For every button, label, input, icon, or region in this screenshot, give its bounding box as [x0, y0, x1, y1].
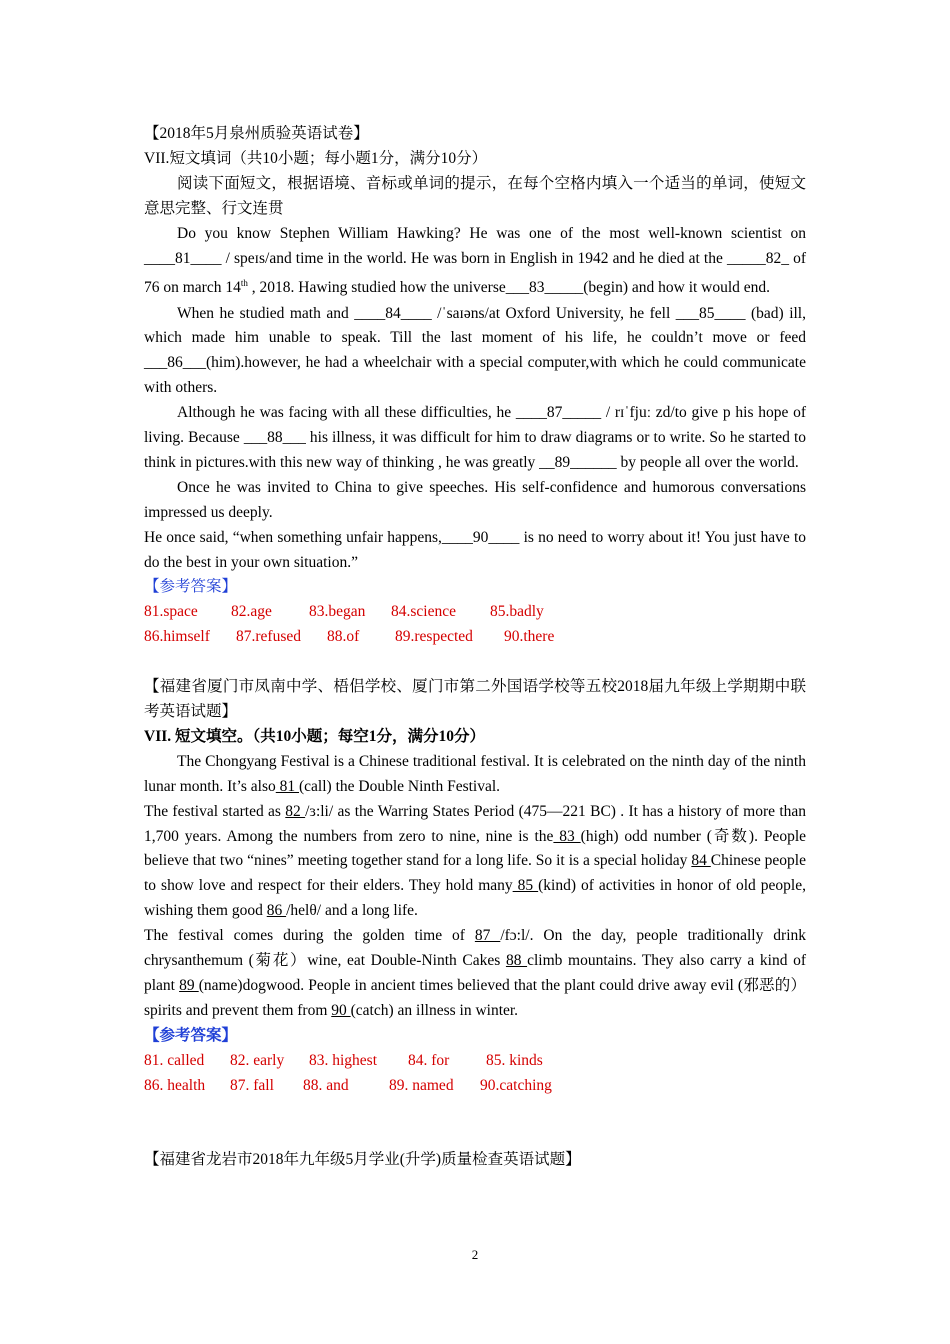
answer-item: 85. kinds	[486, 1051, 543, 1069]
section2-answer-label: 【参考答案】	[144, 1026, 238, 1044]
section2-answers-row-2	[144, 1074, 806, 1099]
answer-item: 89. named	[389, 1076, 454, 1094]
answer-item: 85.badly	[490, 603, 544, 621]
section1-answers-row-2	[144, 625, 806, 650]
section1-paragraph-3: Although he was facing with all these difficulties, he ____87_____ / rɪˈfjuː zd/to give p his hope of living. Because ___88___ his illness, it was difficult for him to draw diagrams or to write. So he started to think in pictures.with this new way of thinking , he was greatly __89______ by people all over the world.	[144, 404, 806, 471]
section2-paragraph-3: The festival comes during the golden time of 87 /fɔ:l/. On the day, people traditionally drink chrysanthemum (菊花）wine, eat Double-Ninth Cakes 88 climb mountains. They also carry a kind of plant 89 (name)dogwood. People in ancient times believed that the plant could drive away evil (邪恶的）spirits and prevent them from 90 (catch) an illness in winter.	[144, 927, 806, 1019]
page-number: 2	[471, 1247, 479, 1262]
answer-item: 86.himself	[144, 628, 210, 646]
section1-paragraph-4: Once he was invited to China to give speeches. His self-confidence and humorous conversations impressed us deeply.	[144, 478, 806, 521]
section1-source: 【2018年5月泉州质验英语试卷】	[144, 125, 369, 142]
section1-answer-label: 【参考答案】	[144, 578, 238, 596]
answer-item: 86. health	[144, 1076, 206, 1094]
answer-item: 88.of	[327, 628, 360, 646]
answer-item: 87.refused	[236, 628, 301, 646]
section2-paragraph-2: The festival started as 82 /ɜ:li/ as the Warring States Period (475—221 BC) . It has a history of more than 1,700 years. Among the numbers from zero to nine, nine is the 83 (high) odd number (奇数). People believe that two “nines” meeting together stand for a long life. So it is a special holiday 84 Chinese people to show love and respect for their elders. They hold many 85 (kind) of activities in honor of old people, wishing them good 86 /helθ/ and a long life.	[144, 802, 807, 920]
document-body	[144, 122, 806, 1173]
section1-paragraph-2: When he studied math and ____84____ /ˈsaɪəns/at Oxford University, he fell ___85____ (bad) ill, which made him unable to speak. Till the last moment of his life, he couldn’t move or feed ___86___(him).however, he had a wheelchair with a special computer,with which he could communicate with others.	[144, 304, 806, 397]
answer-item: 82. early	[230, 1051, 285, 1069]
section1-paragraph-1: Do you know Stephen William Hawking? He was one of the most well-known scientist on ____81____ / speɪs/and time in the world. He was born in English in 1942 and he died at the _____82_ of 76 on march 14th , 2018. Hawing studied how the universe___83_____(begin) and how it would end.	[144, 224, 806, 297]
answer-item: 81. called	[144, 1051, 205, 1069]
answer-item: 90.there	[504, 628, 555, 646]
section2-answers-row-1	[144, 1049, 806, 1074]
section2-paragraph-1: The Chongyang Festival is a Chinese traditional festival. It is celebrated on the ninth day of the ninth lunar month. It’s also 81 (call) the Double Ninth Festival.	[144, 752, 806, 795]
answer-item: 90.catching	[480, 1076, 552, 1094]
answer-item: 88. and	[303, 1076, 349, 1094]
answer-item: 84.science	[391, 603, 456, 621]
section2-heading: VII. 短文填空。（共10小题；每空1分，满分10分）	[144, 727, 486, 745]
section2-source: 【福建省厦门市凤南中学、梧侣学校、厦门市第二外国语学校等五校2018届九年级上学期期中联考英语试题】	[144, 678, 806, 720]
section1-answers-row-1	[144, 600, 806, 625]
section1-paragraph-5: He once said, “when something unfair happens,____90____ is no need to worry about it! You just have to do the best in your own situation.”	[144, 528, 806, 571]
section3-source: 【福建省龙岩市2018年九年级5月学业(升学)质量检查英语试题】	[144, 1151, 581, 1169]
answer-item: 87. fall	[230, 1076, 274, 1094]
answer-item: 89.respected	[395, 628, 473, 646]
answer-item: 83. highest	[309, 1051, 378, 1069]
section1-heading: VII.短文填词（共10小题；每小题1分，满分10分）	[144, 149, 488, 167]
answer-item: 84. for	[408, 1051, 450, 1069]
answer-item: 81.space	[144, 603, 198, 621]
section1-instruction: 阅读下面短文，根据语境、音标或单词的提示，在每个空格内填入一个适当的单词，使短文意思完整、行文连贯	[144, 174, 806, 217]
answer-item: 83.began	[309, 603, 366, 621]
answer-item: 82.age	[231, 603, 272, 621]
